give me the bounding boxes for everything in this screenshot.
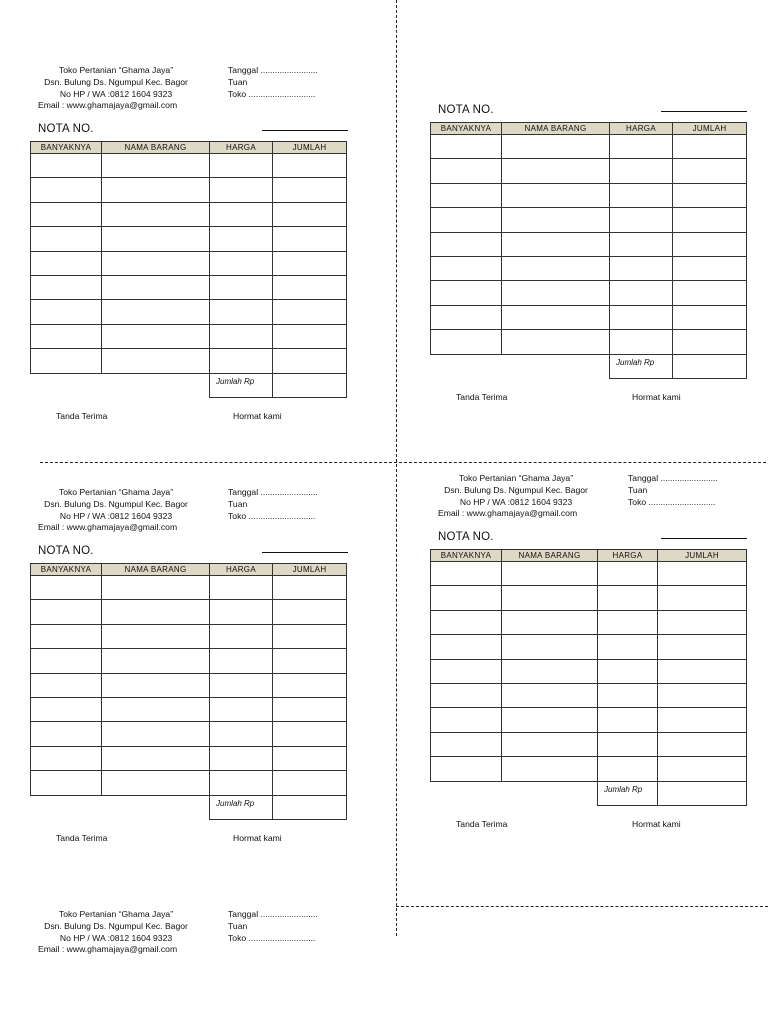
- total-label: Jumlah Rp: [210, 373, 273, 397]
- total-amount-cell[interactable]: [673, 354, 747, 378]
- table-row: [431, 659, 747, 683]
- table-header-row: [31, 142, 347, 154]
- customer-field: Tuan: [228, 498, 248, 509]
- col-header-amount: JUMLAH: [273, 564, 347, 576]
- store-email: Email : www.ghamajaya@gmail.com: [38, 944, 178, 955]
- store-info: [38, 909, 194, 956]
- store-address: Dsn. Bulung Ds. Ngumpul Kec. Bagor: [44, 76, 188, 87]
- customer-fields: [228, 487, 318, 522]
- shop-field: Toko ............................: [228, 932, 316, 943]
- date-field: Tanggal ........................: [228, 909, 318, 919]
- table-row: [31, 178, 347, 202]
- total-row: [431, 781, 747, 805]
- table-row: [31, 275, 347, 299]
- table-header-row: [31, 564, 347, 576]
- table-row: [431, 635, 747, 659]
- nota-label: NOTA NO.: [438, 531, 494, 543]
- store-address: Dsn. Bulung Ds. Ngumpul Kec. Bagor: [44, 498, 188, 509]
- table-row: [31, 722, 347, 746]
- col-header-amount: JUMLAH: [673, 123, 747, 135]
- table-row: [431, 305, 747, 329]
- table-row: [31, 324, 347, 348]
- customer-field: Tuan: [228, 920, 248, 931]
- col-header-quantity: BANYAKNYA: [431, 123, 502, 135]
- total-amount-cell[interactable]: [658, 781, 747, 805]
- col-header-item-name: NAMA BARANG: [502, 550, 598, 562]
- customer-field: Tuan: [628, 484, 648, 495]
- horizontal-cut-line-bottom: [396, 906, 768, 907]
- nota-label: NOTA NO.: [438, 104, 494, 116]
- nota-number-line: [262, 130, 348, 131]
- customer-fields: [228, 65, 318, 100]
- customer-fields: [228, 909, 318, 944]
- customer-field: Tuan: [228, 76, 248, 87]
- store-address: Dsn. Bulung Ds. Ngumpul Kec. Bagor: [44, 920, 188, 931]
- col-header-price: HARGA: [610, 123, 673, 135]
- col-header-item-name: NAMA BARANG: [102, 564, 210, 576]
- table-header-row: [431, 550, 747, 562]
- table-row: [431, 330, 747, 354]
- shop-field: Toko ............................: [228, 510, 316, 521]
- nota-number-line: [661, 538, 747, 539]
- customer-fields: [628, 473, 718, 508]
- store-name: Toko Pertanian “Ghama Jaya”: [58, 909, 174, 919]
- table-row: [431, 135, 747, 159]
- received-signature-label: Tanda Terima: [456, 392, 508, 402]
- col-header-quantity: BANYAKNYA: [431, 550, 502, 562]
- table-row: [31, 227, 347, 251]
- table-header-row: [431, 123, 747, 135]
- store-email: Email : www.ghamajaya@gmail.com: [438, 508, 578, 519]
- regards-signature-label: Hormat kami: [233, 833, 282, 843]
- items-table: [30, 141, 347, 398]
- table-row: [31, 697, 347, 721]
- table-row: [431, 586, 747, 610]
- items-table: [430, 549, 747, 806]
- store-phone: No HP / WA :0812 1604 9323: [459, 496, 573, 507]
- col-header-price: HARGA: [210, 142, 273, 154]
- total-row: [31, 795, 347, 819]
- table-row: [31, 624, 347, 648]
- date-field: Tanggal ........................: [228, 65, 318, 75]
- table-row: [431, 708, 747, 732]
- store-email: Email : www.ghamajaya@gmail.com: [38, 522, 178, 533]
- store-email: Email : www.ghamajaya@gmail.com: [38, 100, 178, 111]
- shop-field: Toko ............................: [228, 88, 316, 99]
- col-header-amount: JUMLAH: [273, 142, 347, 154]
- store-phone: No HP / WA :0812 1604 9323: [59, 88, 173, 99]
- col-header-price: HARGA: [598, 550, 658, 562]
- regards-signature-label: Hormat kami: [233, 411, 282, 421]
- col-header-item-name: NAMA BARANG: [102, 142, 210, 154]
- date-field: Tanggal ........................: [628, 473, 718, 483]
- store-address: Dsn. Bulung Ds. Ngumpul Kec. Bagor: [444, 484, 588, 495]
- table-row: [431, 683, 747, 707]
- regards-signature-label: Hormat kami: [632, 392, 681, 402]
- col-header-quantity: BANYAKNYA: [31, 142, 102, 154]
- table-row: [31, 202, 347, 226]
- table-row: [431, 208, 747, 232]
- store-name: Toko Pertanian “Ghama Jaya”: [58, 65, 174, 75]
- horizontal-cut-line-middle: [40, 462, 766, 463]
- col-header-item-name: NAMA BARANG: [502, 123, 610, 135]
- store-phone: No HP / WA :0812 1604 9323: [59, 510, 173, 521]
- items-table: [30, 563, 347, 820]
- table-row: [31, 349, 347, 373]
- date-field: Tanggal ........................: [228, 487, 318, 497]
- total-row: [431, 354, 747, 378]
- table-row: [31, 673, 347, 697]
- col-header-quantity: BANYAKNYA: [31, 564, 102, 576]
- total-label: Jumlah Rp: [598, 781, 658, 805]
- col-header-amount: JUMLAH: [658, 550, 747, 562]
- table-row: [431, 610, 747, 634]
- total-amount-cell[interactable]: [273, 373, 347, 397]
- total-row: [31, 373, 347, 397]
- table-row: [31, 771, 347, 795]
- table-row: [431, 732, 747, 756]
- regards-signature-label: Hormat kami: [632, 819, 681, 829]
- received-signature-label: Tanda Terima: [56, 411, 108, 421]
- table-row: [31, 154, 347, 178]
- nota-label: NOTA NO.: [38, 545, 94, 557]
- store-info: [38, 487, 194, 534]
- total-label: Jumlah Rp: [610, 354, 673, 378]
- table-row: [431, 562, 747, 586]
- store-phone: No HP / WA :0812 1604 9323: [59, 932, 173, 943]
- table-row: [31, 649, 347, 673]
- received-signature-label: Tanda Terima: [56, 833, 108, 843]
- items-table: [430, 122, 747, 379]
- total-amount-cell[interactable]: [273, 795, 347, 819]
- col-header-price: HARGA: [210, 564, 273, 576]
- nota-label: NOTA NO.: [38, 123, 94, 135]
- received-signature-label: Tanda Terima: [456, 819, 508, 829]
- table-row: [31, 576, 347, 600]
- store-info: [438, 473, 594, 520]
- store-name: Toko Pertanian “Ghama Jaya”: [58, 487, 174, 497]
- table-row: [31, 746, 347, 770]
- table-row: [31, 300, 347, 324]
- store-name: Toko Pertanian “Ghama Jaya”: [458, 473, 574, 483]
- table-row: [431, 183, 747, 207]
- table-row: [31, 600, 347, 624]
- shop-field: Toko ............................: [628, 496, 716, 507]
- table-row: [431, 281, 747, 305]
- table-row: [31, 251, 347, 275]
- table-row: [431, 159, 747, 183]
- nota-number-line: [262, 552, 348, 553]
- vertical-cut-line: [396, 0, 397, 936]
- table-row: [431, 232, 747, 256]
- store-info: [38, 65, 194, 112]
- table-row: [431, 757, 747, 781]
- total-label: Jumlah Rp: [210, 795, 273, 819]
- table-row: [431, 256, 747, 280]
- nota-number-line: [661, 111, 747, 112]
